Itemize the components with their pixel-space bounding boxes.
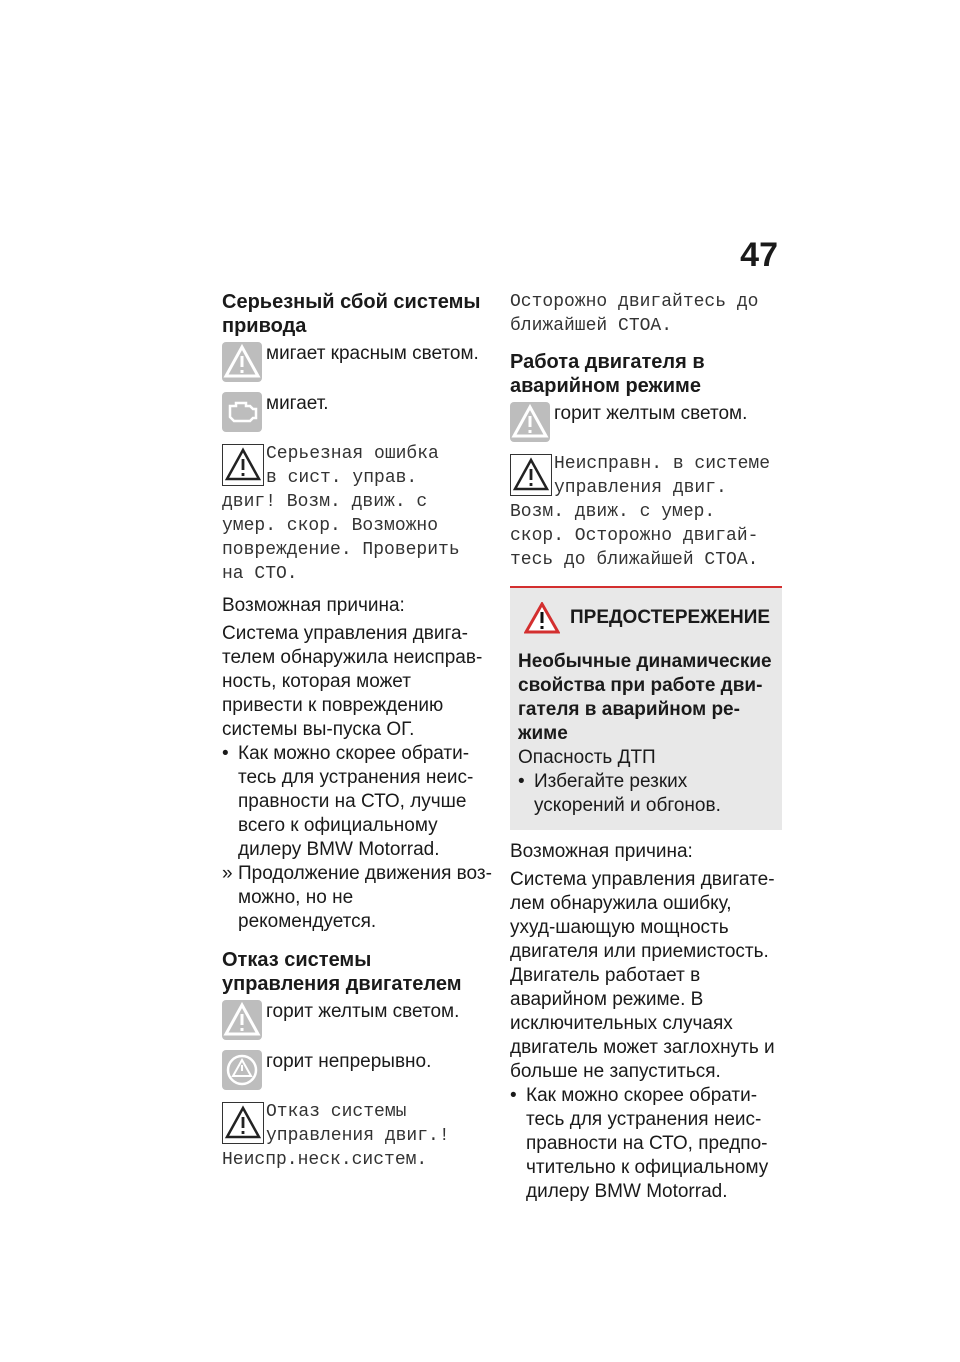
bullet-icon: • <box>222 743 229 764</box>
section-heading-limp-mode: Работа двигателя в аварийном режиме <box>510 351 705 397</box>
display-line: Отказ системы <box>266 1102 407 1122</box>
cause-label: Возможная причина: <box>510 841 693 862</box>
display-line: Неиспр.неск.систем. <box>222 1150 428 1170</box>
bullet-icon: • <box>518 771 525 792</box>
right-column <box>510 290 782 1204</box>
result-arrow-icon: » <box>222 863 233 884</box>
engine-icon <box>222 392 262 432</box>
section-heading-drive-failure: Серьезный сбой системы привода <box>222 291 481 337</box>
display-line: ближайшей СТОА. <box>510 316 673 336</box>
display-line: Возм. движ. с умер. <box>510 502 716 522</box>
display-line: Осторожно двигайтесь до <box>510 292 759 312</box>
result-item: » Продолжение движения воз-можно, но не рекомендуется. <box>222 863 492 932</box>
warning-triangle-icon <box>222 444 264 486</box>
warning-hazard: Опасность ДТП <box>518 747 656 768</box>
indicator-row-warning-yellow <box>510 402 782 446</box>
warning-bullet: • Избегайте резких ускорений и обгонов. <box>518 771 721 816</box>
bullet-icon: • <box>510 1085 517 1106</box>
warning-header <box>524 602 774 634</box>
indicator-text: горит желтым светом. <box>554 403 748 424</box>
display-line: умер. скор. Возможно <box>222 516 439 536</box>
cause-label: Возможная причина: <box>222 595 405 616</box>
display-line: на СТО. <box>222 564 298 584</box>
display-line: в сист. управ. <box>266 468 418 488</box>
display-line: повреждение. Проверить <box>222 540 460 560</box>
display-message-block <box>222 1100 494 1172</box>
display-line: управления двиг. <box>554 478 727 498</box>
indicator-text: горит желтым светом. <box>266 1001 460 1022</box>
display-line: Неисправн. в системе <box>554 454 771 474</box>
page-number: 47 <box>740 236 778 274</box>
cause-text: Система управления двигате-лем обнаружила ошибку, ухуд-шающую мощность двигателя или приемистость. Двигатель работает в аварийном режиме. В исключительных случаях двигатель может заглохнуть и больше не запуститься. <box>510 869 775 1082</box>
indicator-text: мигает красным светом. <box>266 343 479 364</box>
display-line: тесь до ближайшей СТОА. <box>510 550 759 570</box>
warning-triangle-icon <box>222 1000 262 1040</box>
display-message-block <box>510 452 782 572</box>
warning-box <box>510 586 782 830</box>
warning-triangle-icon <box>524 602 560 634</box>
display-message-block <box>222 442 494 586</box>
circular-warning-icon <box>222 1050 262 1090</box>
warning-triangle-icon <box>510 402 550 442</box>
display-line: управления двиг.! <box>266 1126 450 1146</box>
cause-text: Система управления двига-телем обнаружила неисправ-ность, которая может привести к повреждению системы вы-пуска ОГ. <box>222 623 483 740</box>
warning-triangle-icon <box>510 454 552 496</box>
indicator-row-warning-yellow <box>222 1000 494 1044</box>
display-line: Серьезная ошибка <box>266 444 439 464</box>
indicator-text: горит непрерывно. <box>266 1051 432 1072</box>
action-bullet: • Как можно скорее обрати-тесь для устранения неис-правности на СТО, предпо-чтительно к официальному дилеру BMW Motorrad. <box>510 1085 769 1202</box>
indicator-row-warning-red <box>222 342 494 386</box>
display-line: двиг! Возм. движ. с <box>222 492 428 512</box>
action-bullet: • Как можно скорее обрати-тесь для устранения неис-правности на СТО, лучше всего к официальному дилеру BMW Motorrad. <box>222 743 474 860</box>
display-line: скор. Осторожно двигай- <box>510 526 759 546</box>
left-column <box>222 290 494 1180</box>
indicator-row-engine <box>222 392 494 436</box>
warning-title: Необычные динамические свойства при работе дви-гателя в аварийном ре-жиме <box>518 651 772 744</box>
warning-triangle-icon <box>222 1102 264 1144</box>
warning-triangle-icon <box>222 342 262 382</box>
indicator-row-general-warning <box>222 1050 494 1094</box>
warning-label: ПРЕДОСТЕРЕЖЕНИЕ <box>570 607 771 628</box>
section-heading-engine-control-failure: Отказ системы управления двигателем <box>222 949 462 995</box>
indicator-text: мигает. <box>266 393 329 414</box>
